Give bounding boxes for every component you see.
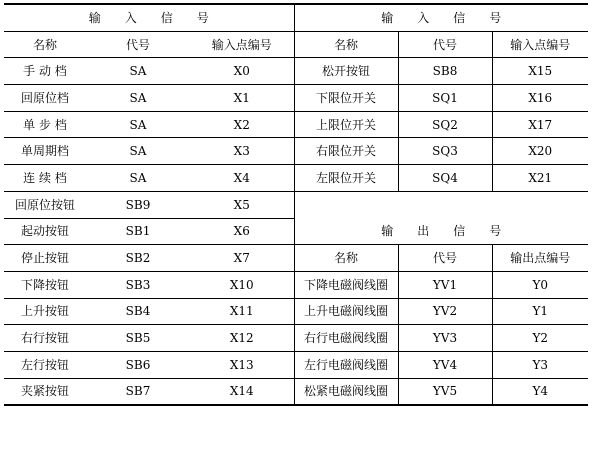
input-point: X2 [190,111,294,138]
input-code: SQ2 [398,111,492,138]
output-point: Y0 [492,271,588,298]
input-code: SQ1 [398,85,492,112]
input-code: SA [86,111,190,138]
input-point: X17 [492,111,588,138]
input-name: 手 动 档 [4,58,86,85]
input-point: X6 [190,218,294,245]
input-name: 回原位档 [4,85,86,112]
input-name: 松开按钮 [294,58,398,85]
output-name: 上升电磁阀线圈 [294,298,398,325]
name-header: 名称 [4,31,86,58]
io-table-body [4,4,588,405]
input-name: 左限位开关 [294,165,398,192]
input-code: SB9 [86,191,190,218]
table-row [4,111,588,138]
input-point: X12 [190,325,294,352]
table-row [4,191,588,218]
output-name: 左行电磁阀线圈 [294,351,398,378]
input-code: SB7 [86,378,190,405]
input-point: X3 [190,138,294,165]
input-code: SB5 [86,325,190,352]
input-code: SB3 [86,271,190,298]
input-point: X13 [190,351,294,378]
input-point: X0 [190,58,294,85]
output-name: 右行电磁阀线圈 [294,325,398,352]
input-name: 下降按钮 [4,271,86,298]
input-name: 连 续 档 [4,165,86,192]
code-header: 代号 [86,31,190,58]
output-point: Y3 [492,351,588,378]
input-code: SQ4 [398,165,492,192]
input-name: 上限位开关 [294,111,398,138]
input-name: 上升按钮 [4,298,86,325]
table-row [4,325,588,352]
input-code: SB1 [86,218,190,245]
table-row [4,245,588,272]
output-code-header: 代号 [398,245,492,272]
input-point: X1 [190,85,294,112]
input-point: X7 [190,245,294,272]
input-name: 起动按钮 [4,218,86,245]
input-point: X5 [190,191,294,218]
header-row [4,31,588,58]
output-name-header: 名称 [294,245,398,272]
input-group-title: 输入信号 [4,4,294,31]
table-row [4,351,588,378]
input-point-header: 输入点编号 [190,31,294,58]
input-code: SA [86,58,190,85]
table-row [4,85,588,112]
output-point-header: 输出点编号 [492,245,588,272]
output-group-title: 输出信号 [294,218,588,245]
name-header-right: 名称 [294,31,398,58]
table-row [4,218,588,245]
input-point: X14 [190,378,294,405]
input-name: 左行按钮 [4,351,86,378]
output-code: YV4 [398,351,492,378]
output-code: YV1 [398,271,492,298]
group-title-row [4,4,588,31]
table-row [4,165,588,192]
input-point: X4 [190,165,294,192]
input-group-title-right: 输入信号 [294,4,588,31]
output-point: Y2 [492,325,588,352]
table-row [4,138,588,165]
io-assignment-table [4,3,588,406]
input-point: X11 [190,298,294,325]
input-point: X10 [190,271,294,298]
table-row [4,378,588,405]
input-code: SB8 [398,58,492,85]
input-code: SA [86,138,190,165]
output-code: YV2 [398,298,492,325]
output-code: YV3 [398,325,492,352]
input-name: 右行按钮 [4,325,86,352]
input-name: 单周期档 [4,138,86,165]
input-point: X20 [492,138,588,165]
input-name: 停止按钮 [4,245,86,272]
input-name: 夹紧按钮 [4,378,86,405]
input-code: SA [86,85,190,112]
code-header-right: 代号 [398,31,492,58]
blank-cell [294,191,588,218]
output-point: Y4 [492,378,588,405]
input-name: 单 步 档 [4,111,86,138]
input-name: 下限位开关 [294,85,398,112]
output-code: YV5 [398,378,492,405]
input-point-header-right: 输入点编号 [492,31,588,58]
table-row [4,271,588,298]
input-name: 右限位开关 [294,138,398,165]
input-code: SA [86,165,190,192]
input-code: SB2 [86,245,190,272]
input-point: X21 [492,165,588,192]
table-row [4,58,588,85]
output-point: Y1 [492,298,588,325]
output-name: 松紧电磁阀线圈 [294,378,398,405]
output-name: 下降电磁阀线圈 [294,271,398,298]
input-code: SB4 [86,298,190,325]
input-code: SQ3 [398,138,492,165]
input-name: 回原位按钮 [4,191,86,218]
table-row [4,298,588,325]
input-point: X16 [492,85,588,112]
input-code: SB6 [86,351,190,378]
input-point: X15 [492,58,588,85]
